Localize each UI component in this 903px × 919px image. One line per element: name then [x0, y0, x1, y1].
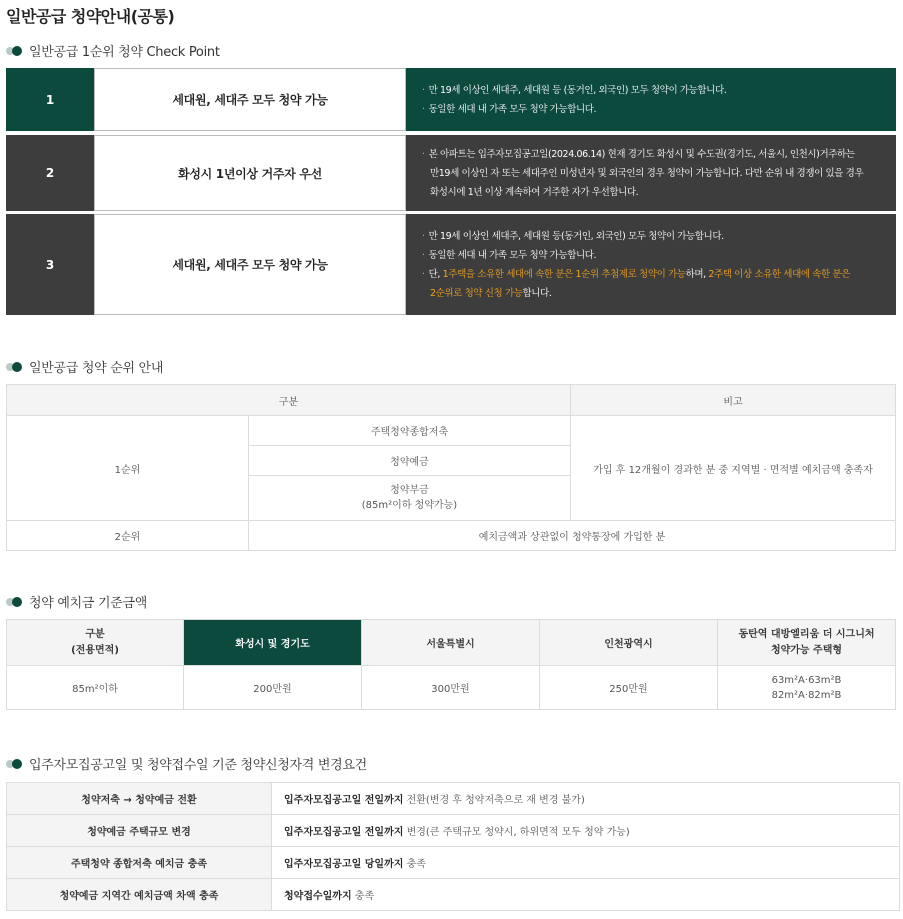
rank-cell: 1순위	[7, 416, 249, 521]
section-heading-text: 입주자모집공고일 및 청약접수일 기준 청약신청자격 변경요건	[29, 758, 367, 773]
requirement-detail: 변경(큰 주택규모 청약시, 하위면적 모두 청약 가능)	[403, 827, 630, 838]
checkpoint-title: 화성시 1년이상 거주자 우선	[94, 135, 406, 211]
deposit-table	[6, 619, 896, 710]
requirement-label: 주택청약 종합저축 예치금 충족	[7, 847, 272, 879]
amount-cell: 200만원	[184, 666, 362, 710]
checkpoint-number: 3	[6, 214, 94, 315]
amount-cell: 300만원	[362, 666, 540, 710]
bullet-icon	[6, 362, 24, 372]
account-type-cell: 주택청약종합저축	[249, 416, 571, 446]
header-text: 구분	[85, 628, 105, 640]
amount-cell: 250만원	[540, 666, 718, 710]
section-heading-text: 일반공급 청약 순위 안내	[29, 361, 164, 376]
requirement-label: 청약예금 지역간 예치금액 차액 충족	[7, 879, 272, 911]
bullet-icon	[6, 759, 24, 769]
account-type-text: 청약부금	[390, 485, 429, 496]
checkpoint-description: · 만 19세 이상인 세대주, 세대원 등(동거인, 외국인) 모두 청약이 가능합니다. · 동일한 세대 내 가족 모두 청약 가능합니다. · 단, 1주택을 소유한 세대에 속한 분은 1순위 추첨제로 청약이 가능하며, 2주택 이상 소유한 세대에 속한 분은 2순위로 청약 신청 가능 합니다.	[406, 214, 896, 315]
header-subtext: (전용면적)	[71, 644, 119, 656]
desc-line: 동일한 세대 내 가족 모두 청약 가능합니다.	[428, 249, 597, 261]
unit-type-text: 82m²A·82m²B	[771, 689, 842, 701]
column-header: 비고	[571, 385, 896, 416]
checkpoint-description: · 본 아파트는 입주자모집공고일(2024.06.14) 현재 경기도 화성시 및 수도권(경기도, 서울시, 인천시)거주하는 만19세 이상인 자 또는 세대주인 미성년자 및 외국인의 경우 청약이 가능합니다. 다만 순위 내 경쟁이 있을 경우 화성시에 1년 이상 계속하여 거주한 자가 우선합니다.	[406, 135, 896, 211]
requirement-label: 청약예금 주택규모 변경	[7, 815, 272, 847]
section-heading-rank	[6, 357, 163, 376]
requirement-value	[272, 847, 900, 879]
desc-line: 본 아파트는 입주자모집공고일(2024.06.14) 현재 경기도 화성시 및 수도권(경기도, 서울시, 인천시)거주하는	[428, 148, 855, 160]
section-heading-deposit	[6, 592, 147, 611]
requirements-table	[6, 782, 900, 911]
checkpoint-row-1	[6, 68, 896, 131]
desc-line: 만 19세 이상인 세대주, 세대원 등(동거인, 외국인) 모두 청약이 가능합니다.	[428, 230, 724, 242]
requirement-detail: 전환(변경 후 청약저축으로 재 변경 불가)	[403, 795, 585, 806]
rank-cell: 2순위	[7, 521, 249, 551]
checkpoint-number: 2	[6, 135, 94, 211]
checkpoint-description: · 만 19세 이상인 세대주, 세대원 등 (동거인, 외국인) 모두 청약이 가능합니다. · 동일한 세대 내 가족 모두 청약 가능합니다.	[406, 68, 896, 131]
header-subtext: 청약가능 주택형	[770, 644, 843, 656]
desc-highlight: 1주택을 소유한 세대에 속한 분은 1순위 추첨제로 청약이 가능	[442, 268, 686, 280]
account-type-subtext: (85m²이하 청약가능)	[361, 500, 458, 511]
requirement-label: 청약저축 → 청약예금 전환	[7, 783, 272, 815]
column-header: 서울특별시	[362, 620, 540, 666]
column-header	[7, 620, 184, 666]
column-header-active: 화성시 및 경기도	[184, 620, 362, 666]
checkpoint-number: 1	[6, 68, 94, 131]
desc-line: 만 19세 이상인 세대주, 세대원 등 (동거인, 외국인) 모두 청약이 가능합니다.	[428, 84, 727, 96]
requirement-detail: 충족	[351, 891, 375, 902]
desc-highlight: 2주택 이상 소유한 세대에 속한 분은	[708, 268, 850, 280]
column-header	[718, 620, 896, 666]
requirement-deadline: 청약접수일까지	[284, 891, 352, 902]
requirement-deadline: 입주자모집공고일 전일까지	[284, 827, 404, 838]
account-type-cell	[249, 476, 571, 521]
column-header: 인천광역시	[540, 620, 718, 666]
requirement-deadline: 입주자모집공고일 전일까지	[284, 795, 404, 806]
desc-line: 화성시에 1년 이상 계속하여 거주한 자가 우선합니다.	[430, 186, 639, 198]
checkpoint-row-2	[6, 135, 896, 211]
requirement-value	[272, 879, 900, 911]
desc-line: 만19세 이상인 자 또는 세대주인 미성년자 및 외국인의 경우 청약이 가능합니다. 다만 순위 내 경쟁이 있을 경우	[430, 167, 864, 179]
desc-line: 동일한 세대 내 가족 모두 청약 가능합니다.	[428, 103, 597, 115]
requirement-deadline: 입주자모집공고일 당일까지	[284, 859, 404, 870]
requirement-value	[272, 783, 900, 815]
note-cell: 예치금액과 상관없이 청약통장에 가입한 분	[249, 521, 896, 551]
requirement-value	[272, 815, 900, 847]
rank-table	[6, 384, 896, 551]
desc-text: 합니다.	[522, 287, 552, 299]
header-text: 동탄역 대방엘리움 더 시그니처	[738, 628, 875, 640]
bullet-icon	[6, 46, 24, 56]
desc-highlight: 2순위로 청약 신청 가능	[430, 287, 523, 299]
bullet-icon	[6, 597, 24, 607]
section-heading-checkpoint	[6, 41, 220, 60]
desc-text: 단,	[428, 268, 443, 280]
desc-text: 하며,	[685, 268, 709, 280]
section-heading-text: 일반공급 1순위 청약 Check Point	[29, 45, 220, 60]
unit-type-text: 63m²A·63m²B	[771, 674, 842, 686]
note-cell: 가입 후 12개월이 경과한 분 중 지역별 · 면적별 예치금액 충족자	[571, 416, 896, 521]
requirement-detail: 충족	[403, 859, 426, 870]
section-heading-requirements	[6, 754, 367, 773]
section-heading-text: 청약 예치금 기준금액	[29, 596, 147, 611]
checkpoint-title: 세대원, 세대주 모두 청약 가능	[94, 214, 406, 315]
account-type-cell: 청약예금	[249, 446, 571, 476]
unit-type-cell	[718, 666, 896, 710]
checkpoint-title: 세대원, 세대주 모두 청약 가능	[94, 68, 406, 131]
checkpoint-row-3	[6, 214, 896, 315]
column-header: 구분	[7, 385, 571, 416]
page-title: 일반공급 청약안내(공통)	[6, 7, 175, 26]
area-cell: 85m²이하	[7, 666, 184, 710]
